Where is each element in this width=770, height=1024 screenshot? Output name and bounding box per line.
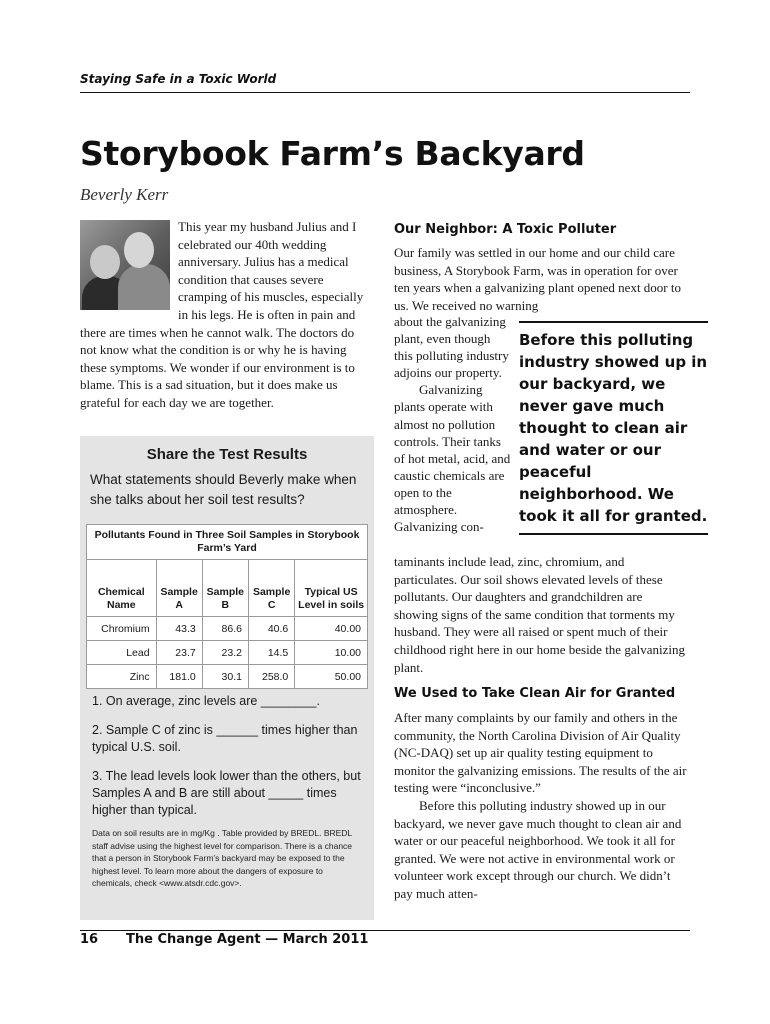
table-cell: Chromium [87,617,157,641]
table-header: Sample A [156,560,202,617]
question-2: 2. Sample C of zinc is ______ times higher than typical U.S. soil. [92,723,358,754]
table-cell: 14.5 [248,641,294,665]
para4: Before this polluting industry showed up in our backyard, we never gave much thought to clean air and water or our peaceful neighborhood. We took it all for granted. We were not active in environmental work or volunteer work except through our church. We didn’t pay much atten- [394,797,682,901]
table-row [87,665,368,689]
table-cell: 258.0 [248,665,294,689]
question-3: 3. The lead levels look lower than the others, but Samples A and B are still about _____ times higher than typical. [92,769,361,817]
para1-narrow: about the galvanizing plant, even though this polluting industry adjoins our property. [394,314,509,381]
pull-quote: Before this polluting industry showed up in our backyard, we never gave much thought to clean air and water or our peaceful neighborhood. We took it all for granted. [519,321,708,535]
table-row [87,617,368,641]
table-cell: Zinc [87,665,157,689]
top-rule [80,92,690,93]
page-number: 16 [80,932,99,947]
table-cell: 23.2 [202,641,248,665]
para3-block [394,709,688,903]
para2-block [394,553,688,676]
bottom-rule [80,930,690,931]
sidebar-title: Share the Test Results [146,446,308,463]
table-caption: Pollutants Found in Three Soil Samples in Storybook Farm’s Yard [87,525,368,560]
author-byline: Beverly Kerr [80,185,169,204]
section-header: Staying Safe in a Toxic World [80,72,277,86]
table-cell: 10.00 [295,641,368,665]
para3: After many complaints by our family and others in the community, the North Carolina Division of Air Quality (NC-DAQ) set up air quality testing equipment to monitor the galvanizing emissions. The results of the air testing were “inconclusive.” [394,710,687,796]
table-cell: 23.7 [156,641,202,665]
narrow-text-block [394,313,512,535]
table-row [87,641,368,665]
table-header: Sample C [248,560,294,617]
table-cell: 40.6 [248,617,294,641]
subhead-toxic-polluter [394,220,688,239]
table-header: Chemical Name [87,560,157,617]
intro-paragraph: This year my husband Julius and I celebrated our 40th wedding anniversary. Julius has a medical condition that causes severe cramping of his muscles, especially in his legs. He is often in pain and there are times when he cannot walk. The doctors do not know what the condition is or why he is having these symptoms. We wonder if our environment is to blame. This is a sad situation, but it does make us grateful for each day we are together. [80,219,364,410]
intro-text-block [80,218,370,412]
publication-name: The Change Agent — March 2011 [126,932,369,947]
table-header: Typical US Level in soils [295,560,368,617]
table-cell: 30.1 [202,665,248,689]
para2-full: taminants include lead, zinc, chromium, and particulates. Our soil shows elevated levels of these pollutants. Our daughters and grandchildren are showing signs of the same condition that torments my husband. They were all raised or spent much of their childhood right here in our home beside the galvanizing plant. [394,554,685,675]
subhead-clean-air [394,684,688,703]
table-cell: 181.0 [156,665,202,689]
para2-narrow: Galvanizing plants operate with almost no pollution controls. Their tanks of hot metal, acid, and caustic chemicals are open to the atmosphere. Galvanizing con- [394,382,511,535]
subhead-2: We Used to Take Clean Air for Granted [394,686,676,701]
article-title: Storybook Farm’s Backyard [80,134,585,173]
question-1: 1. On average, zinc levels are ________. [92,694,320,708]
test-results-sidebar [80,436,374,920]
sidebar-question: What statements should Beverly make when she talks about her soil test results? [90,472,357,507]
table-cell: 43.3 [156,617,202,641]
table-cell: 50.00 [295,665,368,689]
data-source-note: Data on soil results are in mg/Kg . Table provided by BREDL. BREDL staff advise using the highest level for comparison. There is a chance that a person in Storybook Farm’s backyard may be exposed to the highest level. To learn more about the dangers of exposure to chemicals, check <www.atsdr.cdc.gov>. [92,828,353,888]
para1-full: Our family was settled in our home and our child care business, A Storybook Farm, was in operation for over ten years when a galvanizing plant opened next door to us. We received no warning [394,245,681,313]
table-cell: Lead [87,641,157,665]
table-cell: 86.6 [202,617,248,641]
table-cell: 40.00 [295,617,368,641]
table-header-row [87,560,368,617]
para1-block [394,244,688,314]
pollutants-table [86,524,368,689]
page-footer [80,932,368,947]
subhead-1: Our Neighbor: A Toxic Polluter [394,222,617,237]
table-header: Sample B [202,560,248,617]
